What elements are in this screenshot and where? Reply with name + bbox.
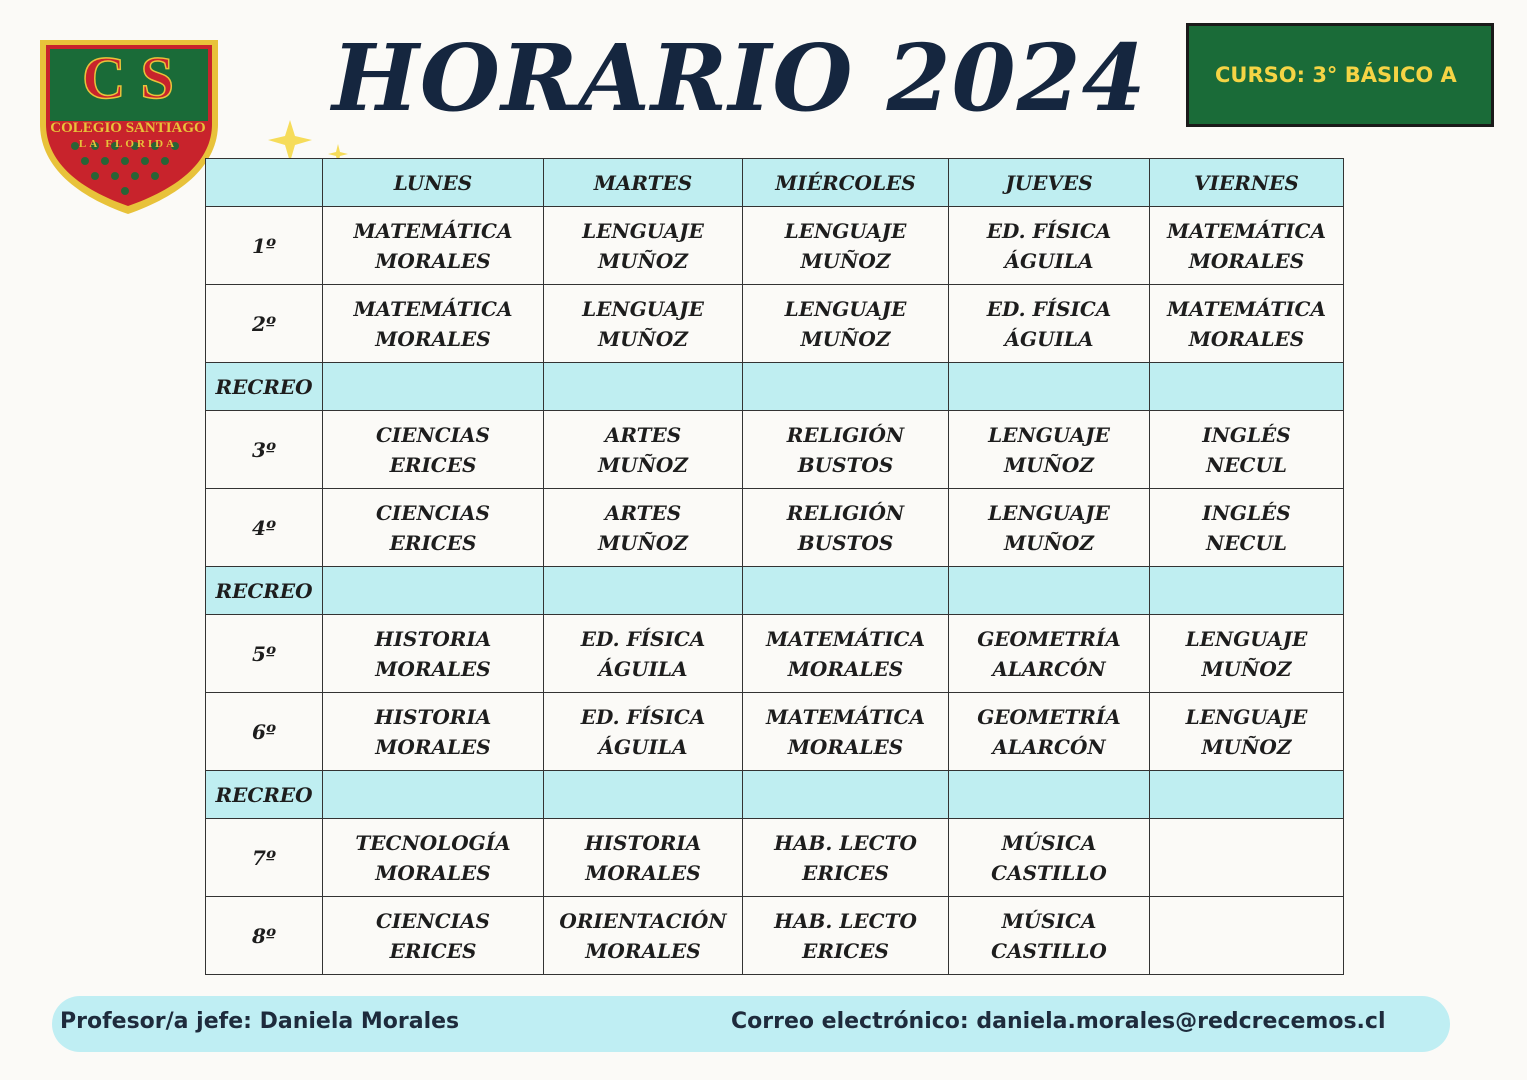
break-cell — [1150, 567, 1344, 615]
teacher-name: CASTILLO — [991, 860, 1107, 885]
period-row — [206, 819, 1344, 897]
class-cell — [1150, 411, 1344, 489]
teacher-name: ERICES — [389, 938, 477, 963]
teacher-name: MUÑOZ — [1201, 734, 1292, 759]
period-label: 7º — [206, 819, 323, 897]
subject-name: HAB. LECTO — [774, 830, 917, 855]
period-label: 8º — [206, 897, 323, 975]
break-cell — [323, 363, 544, 411]
teacher-name: MUÑOZ — [1004, 452, 1094, 477]
period-row — [206, 207, 1344, 285]
class-cell — [949, 819, 1150, 897]
teacher-name: ERICES — [389, 452, 477, 477]
teacher-name: ALARCÓN — [992, 734, 1106, 759]
class-cell — [743, 489, 949, 567]
subject-name: ED. FÍSICA — [580, 626, 706, 651]
teacher-name: MORALES — [375, 734, 491, 759]
teacher-name: MUÑOZ — [598, 248, 688, 273]
class-cell — [1150, 285, 1344, 363]
subject-name: MATEMÁTICA — [1167, 296, 1326, 321]
teacher-name: MORALES — [375, 326, 491, 351]
break-label: RECREO — [206, 567, 323, 615]
class-cell — [544, 693, 743, 771]
subject-name: MATEMÁTICA — [353, 218, 513, 243]
class-cell — [323, 285, 544, 363]
subject-name: MATEMÁTICA — [1167, 218, 1326, 243]
class-cell — [949, 489, 1150, 567]
teacher-name: MORALES — [375, 248, 491, 273]
break-cell — [949, 771, 1150, 819]
subject-name: MATEMÁTICA — [353, 296, 513, 321]
break-row — [206, 567, 1344, 615]
period-row — [206, 693, 1344, 771]
day-header: LUNES — [323, 159, 544, 207]
teacher-name: MUÑOZ — [598, 452, 688, 477]
subject-name: ED. FÍSICA — [580, 704, 706, 729]
schedule-table — [205, 158, 1344, 975]
teacher-name: NECUL — [1206, 452, 1287, 477]
subject-name: LENGUAJE — [988, 500, 1110, 525]
break-cell — [323, 567, 544, 615]
logo-school-name: COLEGIO SANTIAGO — [50, 120, 206, 136]
subject-name: LENGUAJE — [988, 422, 1110, 447]
teacher-name: ERICES — [802, 938, 889, 963]
teacher-name: MORALES — [375, 656, 491, 681]
subject-name: LENGUAJE — [1185, 704, 1308, 729]
subject-name: CIENCIAS — [375, 908, 491, 933]
class-cell — [323, 693, 544, 771]
teacher-name: CASTILLO — [991, 938, 1107, 963]
logo-location: LA FLORIDA — [78, 138, 178, 150]
break-cell — [323, 771, 544, 819]
teacher-name: ÁGUILA — [598, 656, 688, 681]
subject-name: ARTES — [604, 500, 682, 525]
class-cell — [323, 411, 544, 489]
teacher-name: BUSTOS — [797, 452, 894, 477]
class-cell — [544, 615, 743, 693]
class-cell — [1150, 489, 1344, 567]
subject-name: HISTORIA — [374, 704, 492, 729]
teacher-name: MORALES — [1188, 326, 1305, 351]
course-badge: CURSO: 3° BÁSICO A — [1186, 23, 1494, 127]
subject-name: LENGUAJE — [582, 218, 704, 243]
period-row — [206, 489, 1344, 567]
break-label: RECREO — [206, 771, 323, 819]
class-cell — [743, 411, 949, 489]
class-cell — [544, 819, 743, 897]
break-label: RECREO — [206, 363, 323, 411]
class-cell — [1150, 897, 1344, 975]
school-logo — [30, 36, 226, 218]
teacher-name: ERICES — [389, 530, 477, 555]
period-label: 3º — [206, 411, 323, 489]
subject-name: LENGUAJE — [784, 296, 907, 321]
class-cell — [949, 615, 1150, 693]
subject-name: HAB. LECTO — [774, 908, 917, 933]
class-cell — [743, 693, 949, 771]
teacher-name: ÁGUILA — [1004, 326, 1094, 351]
subject-name: CIENCIAS — [375, 500, 491, 525]
head-teacher: Profesor/a jefe: Daniela Morales — [60, 1009, 460, 1034]
teacher-name: MORALES — [787, 734, 904, 759]
subject-name: INGLÉS — [1202, 500, 1291, 525]
break-row — [206, 363, 1344, 411]
class-cell — [743, 285, 949, 363]
class-cell — [949, 285, 1150, 363]
period-row — [206, 411, 1344, 489]
day-header-row — [206, 159, 1344, 207]
break-cell — [544, 567, 743, 615]
period-row — [206, 615, 1344, 693]
class-cell — [323, 207, 544, 285]
teacher-name: ÁGUILA — [1004, 248, 1094, 273]
subject-name: ARTES — [604, 422, 682, 447]
subject-name: MATEMÁTICA — [766, 626, 925, 651]
period-label: 6º — [206, 693, 323, 771]
break-cell — [743, 363, 949, 411]
class-cell — [323, 489, 544, 567]
break-cell — [544, 771, 743, 819]
class-cell — [1150, 693, 1344, 771]
break-cell — [1150, 771, 1344, 819]
teacher-name: MORALES — [787, 656, 904, 681]
subject-name: TECNOLOGÍA — [355, 830, 511, 855]
class-cell — [743, 897, 949, 975]
class-cell — [1150, 819, 1344, 897]
subject-name: MÚSICA — [1001, 830, 1097, 855]
subject-name: CIENCIAS — [375, 422, 491, 447]
teacher-name: MUÑOZ — [598, 326, 688, 351]
teacher-name: MUÑOZ — [800, 326, 891, 351]
teacher-name: ALARCÓN — [992, 656, 1106, 681]
class-cell — [323, 615, 544, 693]
subject-name: HISTORIA — [584, 830, 702, 855]
page-title: HORARIO 2024 — [332, 24, 1147, 132]
period-label: 5º — [206, 615, 323, 693]
teacher-name: MUÑOZ — [800, 248, 891, 273]
class-cell — [949, 693, 1150, 771]
day-header: MIÉRCOLES — [743, 159, 949, 207]
teacher-name: MUÑOZ — [598, 530, 688, 555]
day-header: JUEVES — [949, 159, 1150, 207]
subject-name: ORIENTACIÓN — [559, 908, 727, 933]
subject-name: ED. FÍSICA — [986, 296, 1112, 321]
class-cell — [743, 207, 949, 285]
teacher-name: MORALES — [375, 860, 491, 885]
subject-name: INGLÉS — [1202, 422, 1291, 447]
logo-initials: C S — [82, 45, 174, 111]
class-cell — [743, 615, 949, 693]
class-cell — [323, 897, 544, 975]
teacher-name: MUÑOZ — [1201, 656, 1292, 681]
subject-name: MATEMÁTICA — [766, 704, 925, 729]
teacher-name: NECUL — [1206, 530, 1287, 555]
teacher-name: MORALES — [585, 860, 701, 885]
period-label: 4º — [206, 489, 323, 567]
subject-name: MÚSICA — [1001, 908, 1097, 933]
break-cell — [544, 363, 743, 411]
break-row — [206, 771, 1344, 819]
subject-name: GEOMETRÍA — [977, 626, 1121, 651]
period-label: 1º — [206, 207, 323, 285]
class-cell — [544, 207, 743, 285]
period-label: 2º — [206, 285, 323, 363]
subject-name: LENGUAJE — [784, 218, 907, 243]
teacher-name: MUÑOZ — [1004, 530, 1094, 555]
day-header: MARTES — [544, 159, 743, 207]
teacher-name: BUSTOS — [797, 530, 894, 555]
teacher-name: MORALES — [585, 938, 701, 963]
class-cell — [544, 897, 743, 975]
period-row — [206, 897, 1344, 975]
break-cell — [949, 567, 1150, 615]
class-cell — [949, 411, 1150, 489]
subject-name: GEOMETRÍA — [977, 704, 1121, 729]
subject-name: ED. FÍSICA — [986, 218, 1112, 243]
class-cell — [323, 819, 544, 897]
header-corner — [206, 159, 323, 207]
class-cell — [743, 819, 949, 897]
contact-email: Correo electrónico: daniela.morales@redcrecemos.cl — [731, 1009, 1386, 1034]
subject-name: HISTORIA — [374, 626, 492, 651]
break-cell — [743, 567, 949, 615]
class-cell — [544, 411, 743, 489]
period-row — [206, 285, 1344, 363]
teacher-name: ÁGUILA — [598, 734, 688, 759]
class-cell — [1150, 615, 1344, 693]
class-cell — [544, 489, 743, 567]
break-cell — [949, 363, 1150, 411]
subject-name: LENGUAJE — [582, 296, 704, 321]
break-cell — [743, 771, 949, 819]
class-cell — [949, 207, 1150, 285]
day-header: VIERNES — [1150, 159, 1344, 207]
class-cell — [1150, 207, 1344, 285]
subject-name: RELIGIÓN — [786, 500, 905, 525]
teacher-name: ERICES — [802, 860, 889, 885]
break-cell — [1150, 363, 1344, 411]
teacher-name: MORALES — [1188, 248, 1305, 273]
class-cell — [544, 285, 743, 363]
subject-name: LENGUAJE — [1185, 626, 1308, 651]
class-cell — [949, 897, 1150, 975]
subject-name: RELIGIÓN — [786, 422, 905, 447]
